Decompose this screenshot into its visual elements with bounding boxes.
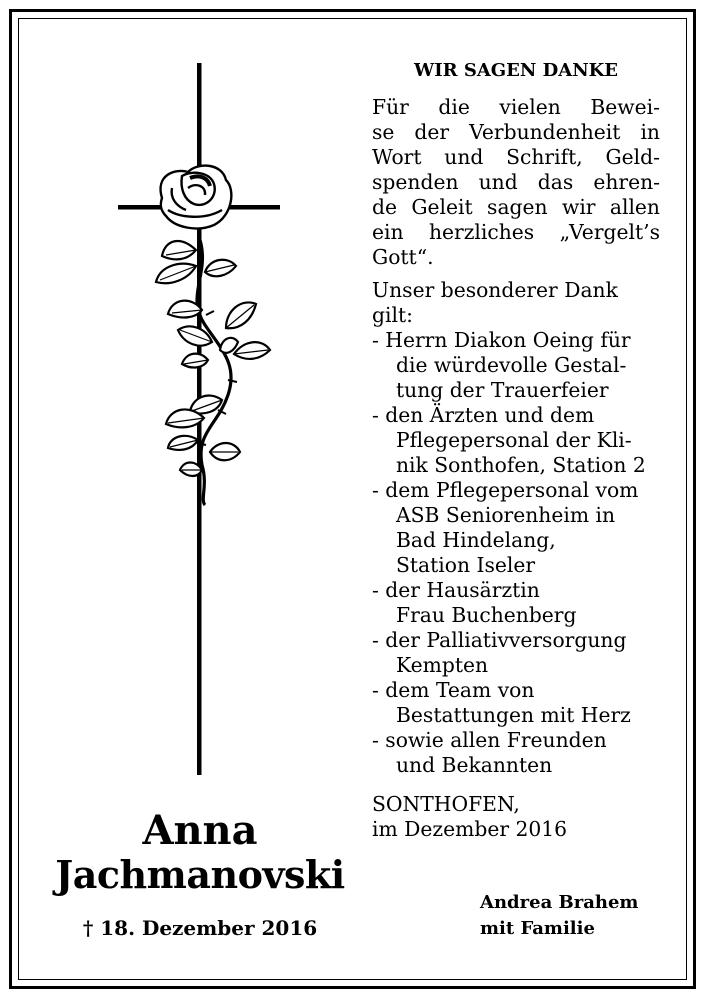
- list-item-first-line: - dem Pflegepersonal vom: [372, 478, 639, 502]
- death-date: † 18. Dezember 2016: [82, 916, 318, 940]
- list-item-line: Pflegepersonal der Kli-: [396, 428, 632, 452]
- list-item-first-line: - den Ärzten und dem: [372, 403, 595, 427]
- list-item-first-line: - dem Team von: [372, 678, 535, 702]
- intro-line: Wort und Schrift, Geld-: [372, 145, 660, 169]
- intro-line: Gott“.: [372, 245, 434, 269]
- signoff: [480, 890, 680, 942]
- list-item-line: die würdevolle Gestal-: [396, 353, 627, 377]
- intro-line: se der Verbundenheit in: [372, 120, 660, 144]
- special-thanks-line: Unser besonderer Dank: [372, 278, 618, 302]
- intro-line: Für die vielen Bewei-: [372, 95, 660, 119]
- deceased-first-name: Anna: [142, 807, 258, 854]
- list-item-line: nik Sonthofen, Station 2: [396, 453, 646, 477]
- list-item-line: tung der Trauerfeier: [396, 378, 609, 402]
- list-item: [372, 578, 660, 628]
- list-item: [372, 628, 660, 678]
- intro-line: spenden und das ehren-: [372, 170, 660, 194]
- thanks-heading: WIR SAGEN DANKE: [413, 60, 619, 81]
- list-item: [372, 728, 660, 778]
- list-item: [372, 478, 660, 578]
- special-thanks: [372, 278, 660, 778]
- list-item-line: Bestattungen mit Herz: [396, 703, 631, 727]
- list-item-first-line: - sowie allen Freunden: [372, 728, 607, 752]
- special-thanks-line: gilt:: [372, 303, 413, 327]
- thanks-list: [372, 328, 660, 778]
- date-line: im Dezember 2016: [372, 817, 568, 841]
- thanks-column: [372, 58, 660, 850]
- list-item-line: Frau Buchenberg: [396, 603, 577, 627]
- list-item-first-line: - Herrn Diakon Oeing für: [372, 328, 631, 352]
- list-item-line: Station Iseler: [396, 553, 536, 577]
- intro-line: ein herzliches „Vergelt’s: [372, 220, 660, 244]
- signoff-name: Andrea Brahem: [480, 892, 639, 913]
- deceased-last-name: Jachmanovski: [55, 852, 345, 897]
- list-item-line: Kempten: [396, 653, 489, 677]
- list-item-first-line: - der Palliativversorgung: [372, 628, 627, 652]
- place-and-date: [372, 792, 660, 842]
- list-item: [372, 403, 660, 478]
- list-item-line: Bad Hindelang,: [396, 528, 556, 552]
- list-item-line: ASB Seniorenheim in: [396, 503, 616, 527]
- list-item: [372, 678, 660, 728]
- place: SONTHOFEN,: [372, 792, 520, 816]
- list-item: [372, 328, 660, 403]
- intro-line: de Geleit sagen wir allen: [372, 195, 660, 219]
- list-item-first-line: - der Hausärztin: [372, 578, 540, 602]
- list-item-line: und Bekannten: [396, 753, 553, 777]
- signoff-family: mit Familie: [480, 918, 595, 939]
- intro-paragraph: [372, 95, 660, 270]
- cross-with-rose-icon: [110, 60, 290, 780]
